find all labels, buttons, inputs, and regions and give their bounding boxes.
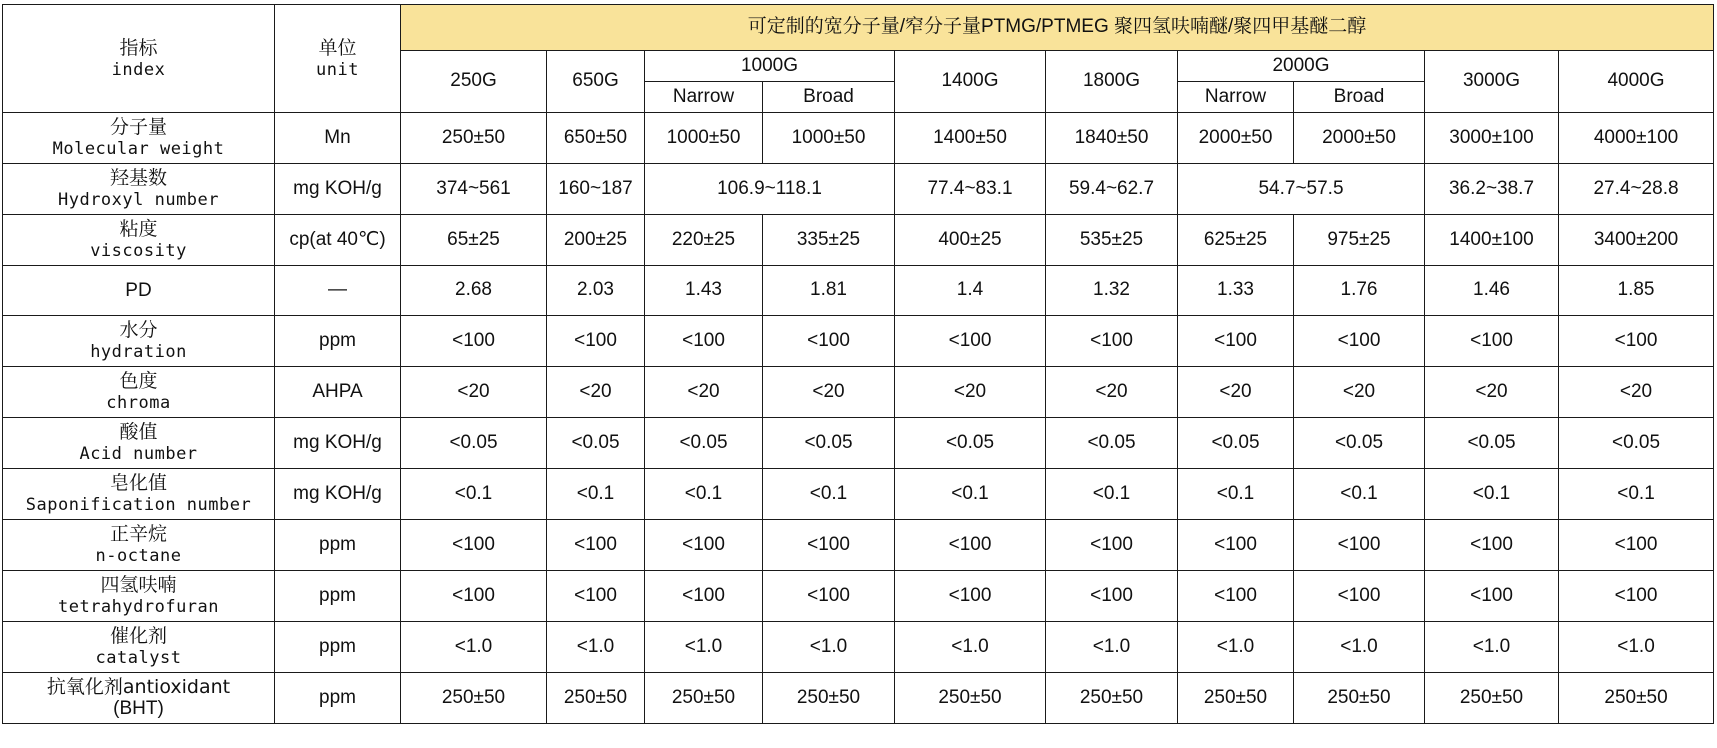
- table-cell: <0.05: [1425, 418, 1559, 469]
- table-cell: <0.05: [645, 418, 763, 469]
- row-label-en: Molecular weight: [52, 139, 225, 159]
- table-cell: <0.05: [1559, 418, 1714, 469]
- row-label-zh: 色度: [119, 370, 158, 392]
- row-unit: Mn: [275, 113, 401, 164]
- table-cell: 250±50: [645, 673, 763, 724]
- row-label: [3, 367, 275, 418]
- grade-1000g-broad: Broad: [763, 82, 895, 113]
- table-cell: 65±25: [401, 215, 547, 266]
- table-row: [3, 316, 1714, 367]
- table-cell: 250±50: [401, 113, 547, 164]
- table-cell: <100: [645, 316, 763, 367]
- row-label-zh: 粘度: [119, 218, 158, 240]
- table-cell: <1.0: [645, 622, 763, 673]
- table-cell: 1.4: [895, 266, 1046, 316]
- row-unit: mg KOH/g: [275, 164, 401, 215]
- table-cell: 250±50: [1046, 673, 1178, 724]
- table-row: [3, 164, 1714, 215]
- table-cell: <0.05: [895, 418, 1046, 469]
- table-cell: 1.33: [1178, 266, 1294, 316]
- row-label-zh: 催化剂: [109, 625, 167, 647]
- table-cell: <100: [895, 520, 1046, 571]
- table-cell: 36.2~38.7: [1425, 164, 1559, 215]
- grade-1000g: 1000G: [645, 51, 895, 82]
- row-label: [3, 113, 275, 164]
- index-header-zh: 指标: [119, 36, 158, 59]
- table-cell: <100: [1425, 520, 1559, 571]
- table-cell: 106.9~118.1: [645, 164, 895, 215]
- table-cell: 2.03: [547, 266, 645, 316]
- table-cell: <0.05: [763, 418, 895, 469]
- grade-4000g: 4000G: [1559, 51, 1714, 113]
- table-cell: 250±50: [547, 673, 645, 724]
- table-cell: <100: [763, 520, 895, 571]
- table-cell: 535±25: [1046, 215, 1178, 266]
- table-cell: <100: [1046, 571, 1178, 622]
- row-unit: —: [275, 266, 401, 316]
- table-cell: <1.0: [547, 622, 645, 673]
- row-label: [3, 316, 275, 367]
- table-cell: <0.1: [1294, 469, 1425, 520]
- table-row: [3, 673, 1714, 724]
- table-row: [3, 418, 1714, 469]
- row-label: [3, 469, 275, 520]
- table-cell: <20: [763, 367, 895, 418]
- table-cell: 1000±50: [645, 113, 763, 164]
- table-cell: <1.0: [763, 622, 895, 673]
- row-unit: AHPA: [275, 367, 401, 418]
- table-cell: <100: [645, 571, 763, 622]
- row-label: [3, 215, 275, 266]
- row-label-zh: 酸值: [119, 421, 158, 443]
- table-cell: <20: [1046, 367, 1178, 418]
- table-cell: 3400±200: [1559, 215, 1714, 266]
- row-label-en: Saponification number: [25, 495, 252, 515]
- table-cell: <0.1: [1425, 469, 1559, 520]
- row-label-zh: 羟基数: [109, 167, 167, 189]
- row-label-zh: 皂化值: [109, 472, 167, 494]
- unit-header-en: unit: [316, 59, 359, 80]
- table-cell: <1.0: [1559, 622, 1714, 673]
- table-cell: <100: [895, 316, 1046, 367]
- table-cell: <1.0: [401, 622, 547, 673]
- row-label: [3, 571, 275, 622]
- table-cell: 650±50: [547, 113, 645, 164]
- table-row: [3, 469, 1714, 520]
- table-cell: <0.05: [547, 418, 645, 469]
- table-cell: 220±25: [645, 215, 763, 266]
- table-row: [3, 520, 1714, 571]
- table-cell: <0.05: [1178, 418, 1294, 469]
- table-cell: 250±50: [1178, 673, 1294, 724]
- table-cell: 250±50: [1294, 673, 1425, 724]
- row-label-zh: 四氢呋喃: [100, 574, 177, 596]
- table-cell: <20: [1559, 367, 1714, 418]
- table-cell: <20: [895, 367, 1046, 418]
- grade-250g: 250G: [401, 51, 547, 113]
- grade-2000g-narrow: Narrow: [1178, 82, 1294, 113]
- table-cell: 1.81: [763, 266, 895, 316]
- table-cell: <100: [547, 571, 645, 622]
- row-unit: ppm: [275, 520, 401, 571]
- table-cell: 1.85: [1559, 266, 1714, 316]
- grade-1400g: 1400G: [895, 51, 1046, 113]
- table-cell: <0.1: [645, 469, 763, 520]
- table-cell: <100: [1559, 520, 1714, 571]
- table-cell: <20: [645, 367, 763, 418]
- table-cell: <1.0: [1046, 622, 1178, 673]
- table-row: [3, 266, 1714, 316]
- table-cell: <100: [1559, 316, 1714, 367]
- table-cell: <0.1: [763, 469, 895, 520]
- table-cell: <100: [1294, 520, 1425, 571]
- row-label-en: (BHT): [113, 698, 164, 719]
- unit-header-zh: 单位: [318, 36, 357, 59]
- table-cell: <100: [1178, 520, 1294, 571]
- table-cell: <100: [401, 571, 547, 622]
- table-cell: 200±25: [547, 215, 645, 266]
- table-cell: 2000±50: [1294, 113, 1425, 164]
- table-cell: 335±25: [763, 215, 895, 266]
- table-cell: 3000±100: [1425, 113, 1559, 164]
- row-label-en: hydration: [90, 342, 187, 362]
- table-cell: <20: [1178, 367, 1294, 418]
- row-label: [3, 673, 275, 724]
- table-cell: 975±25: [1294, 215, 1425, 266]
- table-cell: 1400±50: [895, 113, 1046, 164]
- table-cell: <20: [1425, 367, 1559, 418]
- row-unit: mg KOH/g: [275, 418, 401, 469]
- table-cell: <100: [1294, 316, 1425, 367]
- table-cell: 1840±50: [1046, 113, 1178, 164]
- grade-2000g: 2000G: [1178, 51, 1425, 82]
- table-cell: 400±25: [895, 215, 1046, 266]
- row-label-zh: 分子量: [109, 116, 167, 138]
- table-cell: 1.43: [645, 266, 763, 316]
- row-label-zh: 水分: [119, 319, 158, 341]
- table-cell: <20: [547, 367, 645, 418]
- row-label: [3, 164, 275, 215]
- row-unit: cp(at 40℃): [275, 215, 401, 266]
- row-label-zh: 正辛烷: [109, 523, 167, 545]
- table-cell: <0.1: [1559, 469, 1714, 520]
- table-cell: 77.4~83.1: [895, 164, 1046, 215]
- table-row: [3, 367, 1714, 418]
- table-cell: <100: [401, 520, 547, 571]
- row-label-en: n-octane: [95, 546, 182, 566]
- table-cell: <0.05: [1046, 418, 1178, 469]
- table-cell: 625±25: [1178, 215, 1294, 266]
- table-cell: <100: [1294, 571, 1425, 622]
- table-cell: <1.0: [1178, 622, 1294, 673]
- grade-1000g-narrow: Narrow: [645, 82, 763, 113]
- table-cell: 2.68: [401, 266, 547, 316]
- row-unit: ppm: [275, 622, 401, 673]
- table-cell: 250±50: [1559, 673, 1714, 724]
- row-label-en: PD: [125, 279, 152, 301]
- table-cell: <0.05: [1294, 418, 1425, 469]
- row-unit: ppm: [275, 571, 401, 622]
- index-header: [3, 5, 275, 113]
- table-cell: <100: [401, 316, 547, 367]
- table-cell: <0.1: [1178, 469, 1294, 520]
- table-cell: 1000±50: [763, 113, 895, 164]
- table-cell: 160~187: [547, 164, 645, 215]
- row-label-en: chroma: [106, 393, 171, 413]
- table-row: [3, 571, 1714, 622]
- table-title: 可定制的宽分子量/窄分子量PTMG/PTMEG 聚四氢呋喃醚/聚四甲基醚二醇: [401, 5, 1714, 51]
- table-cell: <100: [1178, 571, 1294, 622]
- table-cell: 250±50: [763, 673, 895, 724]
- table-cell: 1.32: [1046, 266, 1178, 316]
- table-cell: <100: [547, 316, 645, 367]
- table-cell: <100: [1178, 316, 1294, 367]
- table-cell: <20: [1294, 367, 1425, 418]
- row-label-zh: 抗氧化剂antioxidant: [46, 676, 231, 698]
- table-cell: <100: [1046, 316, 1178, 367]
- table-cell: <0.1: [547, 469, 645, 520]
- table-row: [3, 113, 1714, 164]
- row-unit: mg KOH/g: [275, 469, 401, 520]
- row-label: [3, 622, 275, 673]
- table-row: [3, 215, 1714, 266]
- row-label-en: Acid number: [79, 444, 198, 464]
- table-cell: 59.4~62.7: [1046, 164, 1178, 215]
- table-cell: <100: [1559, 571, 1714, 622]
- grade-650g: 650G: [547, 51, 645, 113]
- table-cell: 250±50: [401, 673, 547, 724]
- table-cell: <0.1: [1046, 469, 1178, 520]
- row-label-en: Hydroxyl number: [57, 190, 220, 210]
- table-cell: <100: [895, 571, 1046, 622]
- table-cell: <20: [401, 367, 547, 418]
- unit-header: [275, 5, 401, 113]
- table-cell: <100: [1425, 571, 1559, 622]
- table-cell: <100: [763, 316, 895, 367]
- table-cell: 374~561: [401, 164, 547, 215]
- table-cell: 54.7~57.5: [1178, 164, 1425, 215]
- table-cell: <0.1: [401, 469, 547, 520]
- row-label-en: tetrahydrofuran: [57, 597, 220, 617]
- index-header-en: index: [111, 59, 166, 80]
- table-cell: <1.0: [1425, 622, 1559, 673]
- table-cell: <100: [763, 571, 895, 622]
- table-cell: 1.76: [1294, 266, 1425, 316]
- grade-1800g: 1800G: [1046, 51, 1178, 113]
- table-cell: <1.0: [895, 622, 1046, 673]
- table-row: [3, 622, 1714, 673]
- table-cell: 1.46: [1425, 266, 1559, 316]
- table-cell: 2000±50: [1178, 113, 1294, 164]
- table-cell: <0.05: [401, 418, 547, 469]
- table-cell: <100: [1425, 316, 1559, 367]
- ptmg-spec-table: [2, 4, 1714, 724]
- grade-3000g: 3000G: [1425, 51, 1559, 113]
- row-label: [3, 520, 275, 571]
- row-label-en: catalyst: [95, 648, 182, 668]
- table-cell: <100: [645, 520, 763, 571]
- row-label-en: viscosity: [90, 241, 187, 261]
- table-cell: <100: [1046, 520, 1178, 571]
- table-cell: 250±50: [1425, 673, 1559, 724]
- row-label: [3, 418, 275, 469]
- row-label: [3, 266, 275, 316]
- row-unit: ppm: [275, 316, 401, 367]
- table-cell: <1.0: [1294, 622, 1425, 673]
- table-cell: 27.4~28.8: [1559, 164, 1714, 215]
- table-cell: <100: [547, 520, 645, 571]
- table-cell: 4000±100: [1559, 113, 1714, 164]
- table-cell: 250±50: [895, 673, 1046, 724]
- grade-2000g-broad: Broad: [1294, 82, 1425, 113]
- table-cell: 1400±100: [1425, 215, 1559, 266]
- table-cell: <0.1: [895, 469, 1046, 520]
- row-unit: ppm: [275, 673, 401, 724]
